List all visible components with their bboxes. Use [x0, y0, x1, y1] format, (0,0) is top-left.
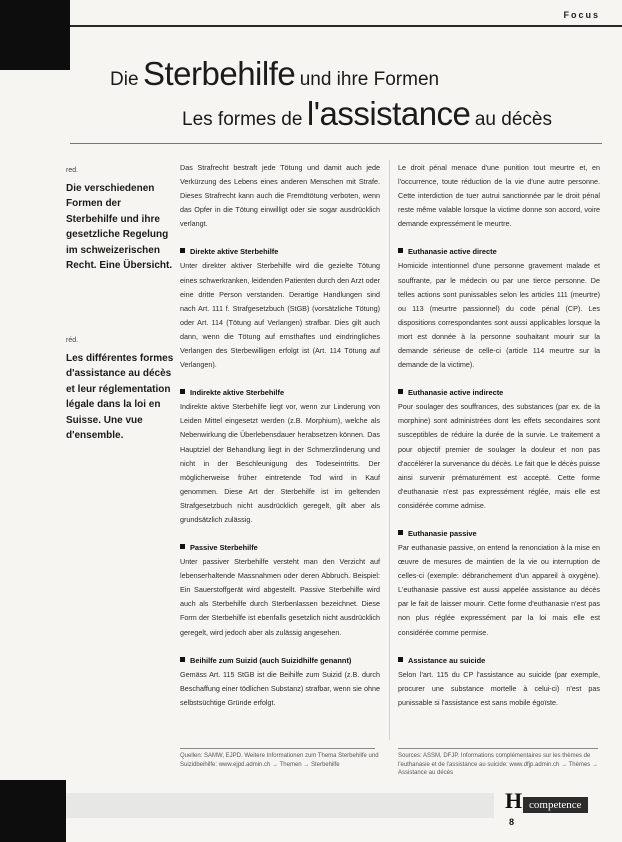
bullet-square-icon	[180, 544, 185, 549]
de-paragraph-4: Gemäss Art. 115 StGB ist die Beihilfe zum Suizid (z.B. durch Beschaffung einer tödlichen Substanz) strafbar, wenn sie ohne selbstsüchtige Gründe erfolgt.	[180, 669, 380, 707]
bullet-square-icon	[398, 530, 403, 535]
lead-german	[66, 163, 174, 274]
fr-paragraph-4: Selon l'art. 115 du CP l'assistance au suicide (par exemple, procurer une substance mortelle à celui-ci) n'est pas punissable si l'assistance est sans mobile égoïste.	[398, 669, 600, 707]
section-label: Focus	[563, 10, 600, 20]
logo-word: competence	[523, 797, 588, 813]
column-german	[180, 161, 380, 724]
bullet-square-icon	[180, 389, 185, 394]
source-note-french: Sources: ASSM, DFJP. Informations complémentaires sur les thèmes de l'euthanasie et de l'assistance au suicide: www.dfjp.admin.ch → Thèmes → Assistance au décès	[398, 753, 598, 776]
bottom-band	[66, 793, 494, 818]
column-divider	[389, 160, 390, 740]
bullet-square-icon	[180, 248, 185, 253]
title-de-main: Sterbehilfe	[142, 55, 296, 92]
title-french	[182, 95, 552, 133]
title-fr-main: l'assistance	[306, 95, 471, 132]
fr-heading-2: Euthanasie active indirecte	[398, 386, 600, 400]
bullet-square-icon	[398, 657, 403, 662]
title-de-suffix: und ihre Formen	[299, 69, 440, 90]
bullet-square-icon	[398, 248, 403, 253]
column-french	[398, 161, 600, 724]
bullet-square-icon	[180, 657, 185, 662]
fr-heading-4: Assistance au suicide	[398, 654, 600, 668]
title-rule	[70, 143, 602, 144]
de-heading-3: Passive Sterbehilfe	[180, 541, 380, 555]
title-fr-prefix: Les formes de	[182, 109, 303, 130]
de-paragraph-1: Unter direkter aktiver Sterbehilfe wird die gezielte Tötung eines schwerkranken, leidenden Patienten durch den Arzt oder eine dritte Person verstanden. Derartige Handlungen sind nach Art. 111 f. Strafgesetzbuch (StGB) (vorsätzliche Tötung) oder Art. 114 (Tötung auf Verlangen) strafbar. Dies gilt auch dann, wenn die Tötung auf ernsthaftes und eindringliches Verlangen des Sterbewilligen erfolgt ist (Art. 114 Tötung auf Verlangen).	[180, 261, 380, 370]
title-de-prefix: Die	[110, 69, 139, 90]
lead-french	[66, 333, 174, 444]
lead-de-label: red.	[66, 167, 79, 174]
fr-paragraph-3: Par euthanasie passive, on entend la renonciation à la mise en œuvre de mesures de maintien de la vie ou interruption de celles-ci (exemple: débranchement d'un appareil à oxygène). L'euthanasie passive est aussi appelée assistance au décès par le fait de laisser mourir. Cette forme d'euthanasie n'est pas non plus réglée expressément par la loi mais elle est considérée comme permise.	[398, 542, 600, 637]
de-heading-2: Indirekte aktive Sterbehilfe	[180, 386, 380, 400]
title-german	[110, 55, 439, 93]
bullet-square-icon	[398, 389, 403, 394]
logo-letter: H	[505, 788, 523, 813]
de-paragraph-3: Unter passiver Sterbehilfe versteht man den Verzicht auf lebenserhaltende Massnahmen oder deren Abbruch. Beispiel: Ein Sauerstoffgerät wird abgestellt. Passive Sterbehilfe wird auch als Sterbehilfe durch Sterbenlassen bezeichnet. Diese Form der Sterbehilfe ist ebenfalls gesetzlich nicht ausdrücklich geregelt, wird jedoch aber als zulässig angesehen.	[180, 557, 380, 637]
source-rule-french	[398, 748, 598, 749]
de-heading-4: Beihilfe zum Suizid (auch Suizidhilfe genannt)	[180, 654, 380, 668]
source-rule-german	[180, 748, 375, 749]
source-note-german: Quellen: SAMW, EJPD. Weitere Informationen zum Thema Sterbehilfe und Suizidbeihilfe: www.ejpd.admin.ch → Themen → Sterbehilfe	[180, 753, 379, 768]
corner-block-top-left	[0, 0, 70, 70]
fr-paragraph-1: Homicide intentionnel d'une personne gravement malade et souffrante, par le médecin ou par une tierce personne. De telles actions sont punissables selon les articles 111 (meurtre) ou 113 (meurtre passionnel) du code pénal (CP). Les dispositions correspondantes sont aussi applicables lorsque la mort est donnée à la personne souhaitant mourir sur la demande sérieuse de celle-ci (article 114 meurtre sur la demande de la victime).	[398, 261, 600, 370]
competence-logo	[505, 788, 605, 818]
lead-fr-text: Les différentes formes d'assistance au décès et leur réglementation légale dans la loi en Suisse. Une vue d'ensemble.	[66, 352, 174, 441]
lead-fr-label: réd.	[66, 337, 79, 344]
fr-heading-1: Euthanasie active directe	[398, 245, 600, 259]
title-fr-suffix: au décès	[474, 109, 552, 130]
top-rule	[70, 25, 622, 27]
de-paragraph-2: Indirekte aktive Sterbehilfe liegt vor, wenn zur Linderung von Leiden Mittel eingesetzt werden (z.B. Morphium), welche als Nebenwirkung die Überlebensdauer herabsetzen können. Das Hauptziel der Behandlung liegt in der Schmerzlinderung und nicht in der Beschleunigung des Todeseintritts. Der möglicherweise früher eintretende Tod wird in Kauf genommen. Diese Art der Sterbehilfe ist im geltenden Strafgesetzbuch nicht ausdrücklich geregelt, gilt aber als grundsätzlich zulässig.	[180, 402, 380, 524]
page-number: 8	[509, 817, 515, 827]
de-heading-1: Direkte aktive Sterbehilfe	[180, 245, 380, 259]
fr-heading-3: Euthanasie passive	[398, 527, 600, 541]
fr-intro: Le droit pénal menace d'une punition tout meurtre et, en l'occurrence, toute réduction de la vie d'une autre personne. Cette interdiction de tuer autrui sanctionnée par le droit pénal reste même valable lorsque la victime donne son accord, voire demande expressément le meurtre.	[398, 163, 600, 229]
de-intro: Das Strafrecht bestraft jede Tötung und damit auch jede Verkürzung des Lebens eines anderen Menschen mit Strafe. Dieses Strafrecht kann auch die Fremdtötung verboten, wenn das Opfer in die Tötung einwilligt oder sie sogar ausdrücklich verlangt.	[180, 163, 380, 229]
lead-de-text: Die verschiedenen Formen der Sterbehilfe und ihre gesetzliche Regelung im schweizerischen Recht. Eine Übersicht.	[66, 182, 173, 271]
corner-block-bottom-left	[0, 780, 66, 842]
fr-paragraph-2: Pour soulager des souffrances, des substances (par ex. de la morphine) sont administrées dont les effets secondaires sont susceptibles de réduire la durée de la survie. Le traitement a pour objectif premier de soulager la douleur et non pas d'accélérer la survenance du décès. Le fait que le décès puisse ainsi survenir prématurément est accepté. Cette forme d'euthanasie n'est pas expressément réglée, mais elle est considérée comme admise.	[398, 402, 600, 510]
